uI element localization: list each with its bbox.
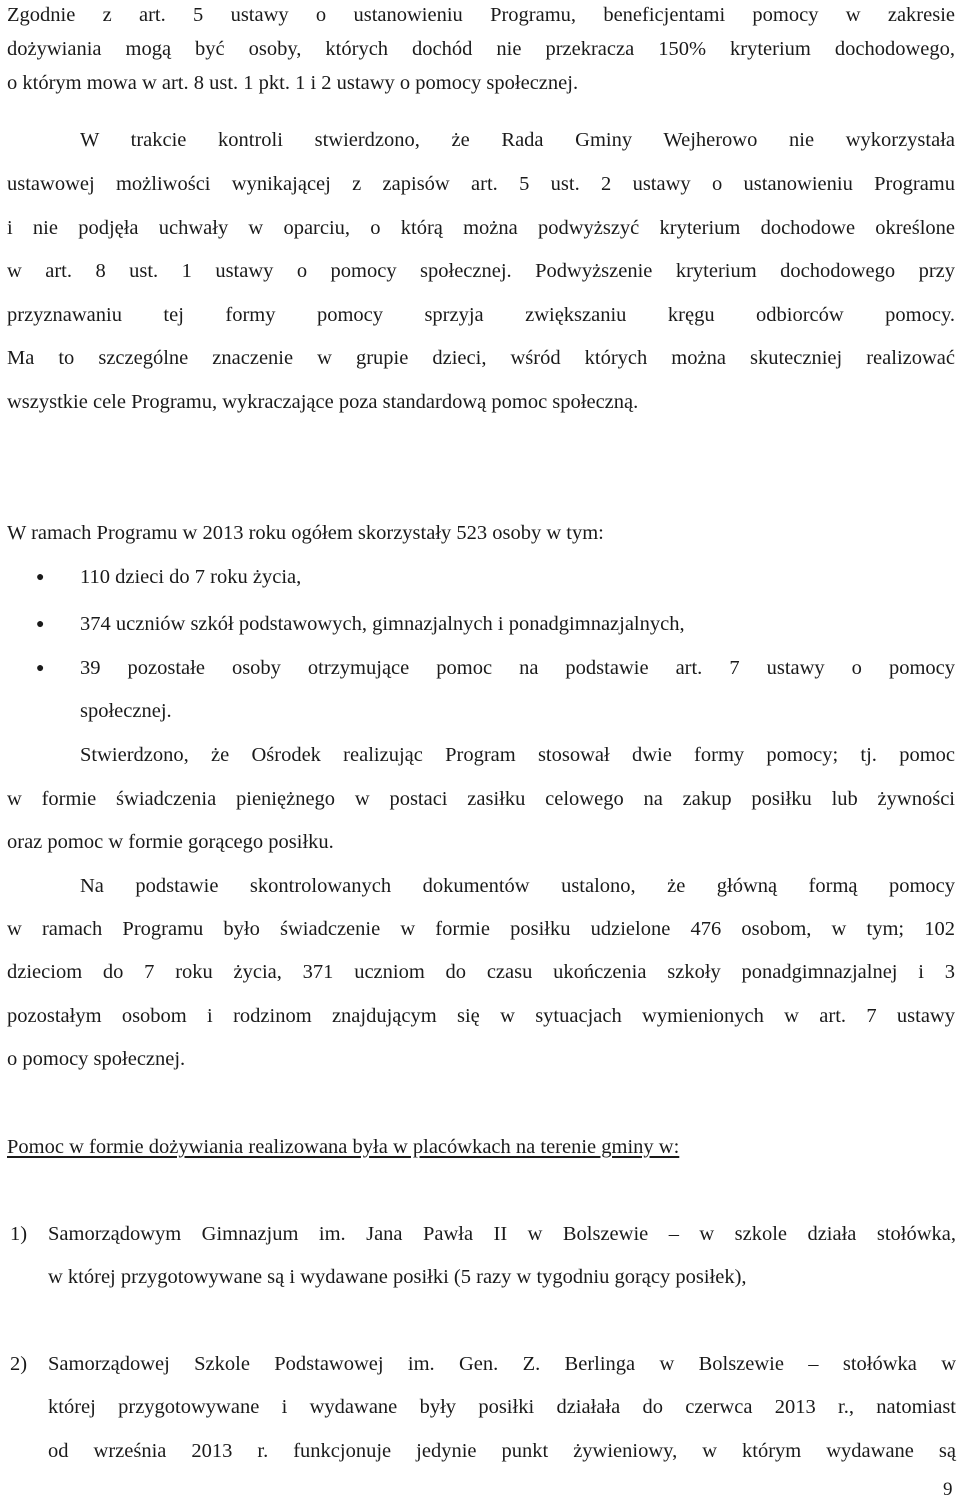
paragraph-1-line-3: o którym mowa w art. 8 ust. 1 pkt. 1 i 2 ustawy o pomocy społecznej. bbox=[7, 72, 579, 94]
bullet-item-1: 110 dzieci do 7 roku życia, bbox=[80, 566, 302, 588]
bullet-item-3-line-1: 39 pozostałe osoby otrzymujące pomoc na podstawie art. 7 ustawy o pomocy bbox=[80, 657, 955, 679]
paragraph-5-line-2: w ramach Programu było świadczenie w formie posiłku udzielone 476 osobom, w tym; 102 bbox=[7, 918, 955, 940]
paragraph-5-line-3: dzieciom do 7 roku życia, 371 uczniom do czasu ukończenia szkoły ponadgimnazjalnej i 3 bbox=[7, 961, 955, 983]
paragraph-5-line-1: Na podstawie skontrolowanych dokumentów ustalono, że główną formą pomocy bbox=[80, 875, 955, 897]
paragraph-4-line-2: w formie świadczenia pieniężnego w postaci zasiłku celowego na zakup posiłku lub żywności bbox=[7, 788, 955, 810]
paragraph-2-line-7: wszystkie cele Programu, wykraczające poza standardową pomoc społeczną. bbox=[7, 391, 639, 413]
bullet-item-2: 374 uczniów szkół podstawowych, gimnazjalnych i ponadgimnazjalnych, bbox=[80, 613, 685, 635]
paragraph-2-line-5: przyznawaniu tej formy pomocy sprzyja zwiększaniu kręgu odbiorców pomocy. bbox=[7, 304, 955, 326]
paragraph-4-line-1: Stwierdzono, że Ośrodek realizując Program stosował dwie formy pomocy; tj. pomoc bbox=[80, 744, 955, 766]
paragraph-2-line-1: W trakcie kontroli stwierdzono, że Rada Gminy Wejherowo nie wykorzystała bbox=[80, 129, 955, 151]
list-item-2-line-2: której przygotowywane i wydawane były posiłki działała do czerwca 2013 r., natomiast bbox=[48, 1396, 956, 1418]
section-heading: Pomoc w formie dożywiania realizowana była w placówkach na terenie gminy w: bbox=[7, 1136, 680, 1158]
bullet-icon: ● bbox=[36, 661, 45, 676]
paragraph-5-line-5: o pomocy społecznej. bbox=[7, 1048, 186, 1070]
paragraph-2-line-3: i nie podjęła uchwały w oparciu, o którą można podwyższyć kryterium dochodowe określone bbox=[7, 217, 955, 239]
paragraph-1-line-2: dożywiania mogą być osoby, których dochód nie przekracza 150% kryterium dochodowego, bbox=[7, 38, 955, 60]
list-number-1: 1) bbox=[10, 1223, 28, 1245]
paragraph-1-line-1: Zgodnie z art. 5 ustawy o ustanowieniu Programu, beneficjentami pomocy w zakresie bbox=[7, 4, 955, 26]
paragraph-2-line-6: Ma to szczególne znaczenie w grupie dzieci, wśród których można skuteczniej realizować bbox=[7, 347, 955, 369]
bullet-icon: ● bbox=[36, 617, 45, 632]
paragraph-2-line-4: w art. 8 ust. 1 ustawy o pomocy społecznej. Podwyższenie kryterium dochodowego przy bbox=[7, 260, 955, 282]
list-number-2: 2) bbox=[10, 1353, 28, 1375]
paragraph-5-line-4: pozostałym osobom i rodzinom znajdującym się w sytuacjach wymienionych w art. 7 ustawy bbox=[7, 1005, 955, 1027]
page-number: 9 bbox=[943, 1479, 953, 1500]
paragraph-4-line-3: oraz pomoc w formie gorącego posiłku. bbox=[7, 831, 334, 853]
list-item-2-line-1: Samorządowej Szkole Podstawowej im. Gen. Z. Berlinga w Bolszewie – stołówka w bbox=[48, 1353, 956, 1375]
bullet-icon: ● bbox=[36, 570, 45, 585]
bullet-item-3-line-2: społecznej. bbox=[80, 700, 172, 722]
list-item-1-line-2: w której przygotowywane są i wydawane posiłki (5 razy w tygodniu gorący posiłek), bbox=[48, 1266, 747, 1288]
list-item-2-line-3: od września 2013 r. funkcjonuje jedynie punkt żywieniowy, w którym wydawane są bbox=[48, 1440, 956, 1462]
paragraph-3-intro: W ramach Programu w 2013 roku ogółem skorzystały 523 osoby w tym: bbox=[7, 522, 604, 544]
list-item-1-line-1: Samorządowym Gimnazjum im. Jana Pawła II w Bolszewie – w szkole działa stołówka, bbox=[48, 1223, 956, 1245]
paragraph-2-line-2: ustawowej możliwości wynikającej z zapisów art. 5 ust. 2 ustawy o ustanowieniu Programu bbox=[7, 173, 955, 195]
